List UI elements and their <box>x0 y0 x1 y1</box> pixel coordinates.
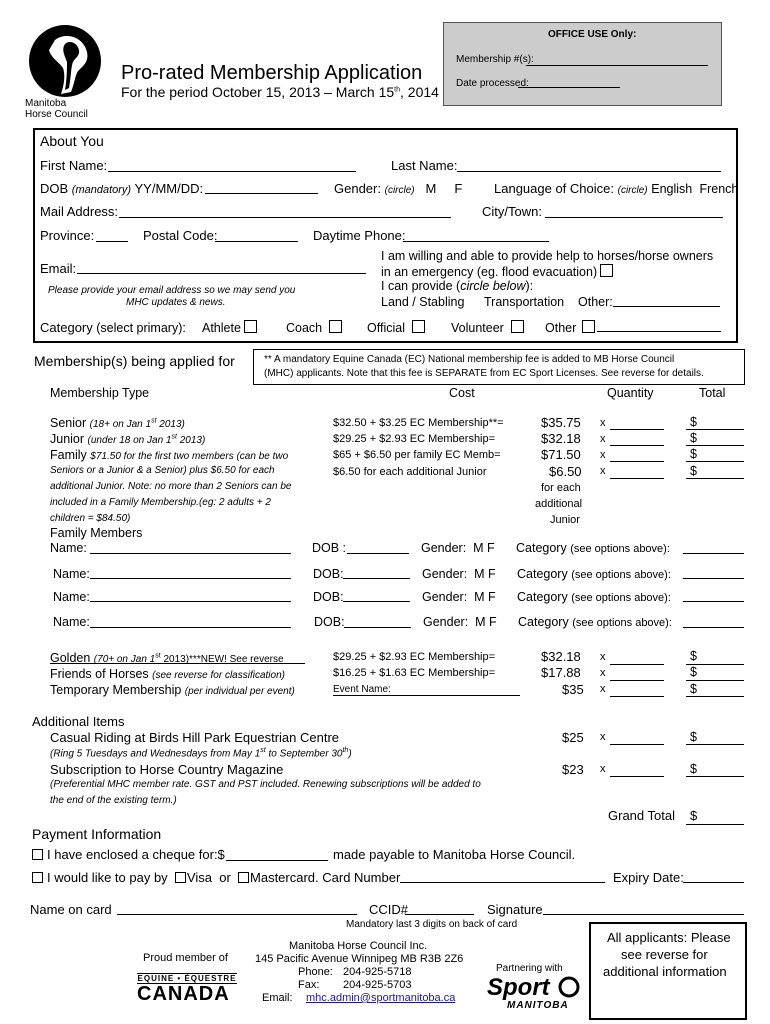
fm4-mf[interactable]: M F <box>475 615 497 629</box>
casual-dollar: $ <box>690 730 697 744</box>
friends-x: x <box>600 667 606 679</box>
col-total: Total <box>699 386 726 400</box>
casual-note-a: (Ring 5 Tuesdays and Wednesdays from May 1 <box>50 748 261 760</box>
casual-label: Casual Riding at Birds Hill Park Equestrian Centre <box>50 730 340 745</box>
addl-qty-field[interactable] <box>610 478 664 479</box>
language-row <box>494 181 738 196</box>
fm4-cat-label: Category <box>518 615 569 629</box>
sub-dollar: $ <box>690 762 697 776</box>
province-field[interactable] <box>96 241 128 242</box>
name-on-card-label: Name on card <box>30 902 112 917</box>
emergency-help-checkbox[interactable] <box>600 264 613 277</box>
name-on-card-field[interactable] <box>117 914 357 915</box>
sub-label: Subscription to Horse Country Magazine <box>50 762 284 777</box>
fm4-name-field[interactable] <box>90 627 291 628</box>
fm1-cat-label: Category <box>516 541 567 555</box>
senior-sup: st <box>151 417 157 425</box>
sub-note-2: the end of the existing term.) <box>50 795 177 806</box>
other-cat-field[interactable] <box>597 331 721 332</box>
senior-label: Senior <box>50 416 87 430</box>
col-cost: Cost <box>449 386 475 400</box>
junior-note-b: 2013) <box>176 435 206 446</box>
membership-heading: Membership(s) being applied for <box>34 353 235 369</box>
fm3-cat-opts: (see options above): <box>571 592 671 604</box>
athlete-option[interactable] <box>202 320 257 335</box>
sub-qty-field[interactable] <box>610 776 664 777</box>
senior-price: $35.75 <box>541 415 581 430</box>
category-label: Category <box>40 320 93 335</box>
event-name-field[interactable] <box>333 695 520 696</box>
addr-2: 145 Pacific Avenue Winnipeg MB R3B 2Z6 <box>255 953 464 965</box>
all-applicants-3: additional information <box>603 964 727 979</box>
family-note-2: Seniors or a Junior & a Senior) plus $6.50 for each <box>50 465 275 476</box>
junior-label: Junior <box>50 432 85 446</box>
cheque-row <box>32 847 225 862</box>
fm2-gender <box>422 567 496 581</box>
addl-cost: $6.50 for each additional Junior <box>333 466 487 478</box>
mastercard-label: Mastercard. Card Number <box>250 870 401 885</box>
email-note-1: Please provide your email address so we may send you <box>48 285 296 296</box>
golden-x: x <box>600 651 606 663</box>
coach-option[interactable] <box>286 320 342 335</box>
all-applicants-1: All applicants: Please <box>607 930 731 945</box>
city-field[interactable] <box>545 217 723 218</box>
golden-note-a: (70+ on Jan 1 <box>93 654 156 665</box>
family-note-5: children = $84.50) <box>50 513 131 524</box>
sub-price: $23 <box>562 762 584 777</box>
ccid-label: CCID# <box>369 902 409 917</box>
grand-total-dollar: $ <box>690 808 698 823</box>
volunteer-label: Volunteer <box>451 321 504 335</box>
casual-sup-st: st <box>260 747 266 754</box>
junior-x: x <box>600 433 606 445</box>
family-price: $71.50 <box>541 447 581 462</box>
or-label: or <box>219 870 231 885</box>
temp-price: $35 <box>562 682 584 697</box>
email-label: Email: <box>40 261 77 276</box>
fm1-cat-opts: (see options above): <box>570 543 670 555</box>
event-name-label: Event Name: <box>333 684 391 695</box>
city-label: City/Town: <box>482 204 542 219</box>
first-name-label: First Name: <box>40 158 108 173</box>
addl-x: x <box>600 465 606 477</box>
family-cost: $65 + $6.50 per family EC Memb= <box>333 449 501 461</box>
casual-note-end: ) <box>348 748 352 760</box>
fm1-cat-field[interactable] <box>683 553 744 554</box>
phone-label: Daytime Phone: <box>313 228 406 243</box>
fm4-cat-opts: (see options above): <box>572 617 672 629</box>
family-label: Family <box>50 448 87 462</box>
senior-total-field[interactable] <box>686 429 744 430</box>
family-note-4: included in a Family Membership.(eg: 2 adults + 2 <box>50 497 271 508</box>
additional-heading: Additional Items <box>32 714 125 729</box>
other-cat-option[interactable] <box>545 320 595 335</box>
category-row-label <box>40 320 186 335</box>
fax-footer-label: Fax: <box>298 979 320 991</box>
office-title: OFFICE USE Only: <box>548 29 637 40</box>
pay-by-label: I would like to pay by <box>47 870 168 885</box>
addr-1: Manitoba Horse Council Inc. <box>289 940 428 952</box>
mail-field[interactable] <box>119 217 451 218</box>
casual-sup-th: th <box>342 747 349 754</box>
gender-label: Gender: <box>334 181 381 196</box>
official-checkbox[interactable] <box>412 320 425 333</box>
coach-label: Coach <box>286 321 323 335</box>
fm2-mf[interactable]: M F <box>474 567 496 581</box>
family-members-label: Family Members <box>50 526 143 540</box>
senior-x: x <box>600 417 606 429</box>
friends-qty-field[interactable] <box>610 680 664 681</box>
for-each-3: Junior <box>550 514 580 526</box>
phone-field[interactable] <box>403 241 549 242</box>
fm3-mf[interactable]: M F <box>474 590 496 604</box>
dob-field[interactable] <box>205 193 318 194</box>
addl-dollar: $ <box>690 464 697 478</box>
sub-x: x <box>600 763 606 775</box>
official-option[interactable] <box>367 320 425 335</box>
fm3-name-label: Name: <box>53 590 90 604</box>
mhc-logo <box>25 22 105 105</box>
postal-label: Postal Code: <box>143 228 218 243</box>
golden-price: $32.18 <box>541 649 581 664</box>
provide-a: I can provide ( <box>381 279 461 293</box>
senior-row <box>50 416 185 430</box>
fm2-cat-opts: (see options above): <box>571 569 671 581</box>
addl-price: $6.50 <box>549 464 582 479</box>
proud-member: Proud member of <box>143 952 228 964</box>
other-help-label: Other: <box>578 295 613 309</box>
junior-total-field[interactable] <box>686 445 744 446</box>
fm2-category <box>517 567 671 581</box>
fm4-gender-label: Gender: <box>423 615 469 629</box>
all-applicants-2: see reverse for <box>621 947 708 962</box>
postal-field[interactable] <box>215 241 298 242</box>
sport-manitoba-swirl-icon <box>558 976 580 998</box>
help-text-2-label: in an emergency (eg. flood evacuation) <box>381 265 598 279</box>
ec-note-1: ** A mandatory Equine Canada (EC) National membership fee is added to MB Horse Council <box>264 354 675 365</box>
coach-checkbox[interactable] <box>329 320 342 333</box>
signature-label: Signature <box>487 902 543 917</box>
temp-note: (per individual per event) <box>184 686 295 697</box>
signature-field[interactable] <box>543 914 744 915</box>
fm2-name-label: Name: <box>53 567 90 581</box>
junior-cost: $29.25 + $2.93 EC Membership= <box>333 433 496 445</box>
dob-mandatory: (mandatory) <box>71 184 132 196</box>
email-footer-label: Email: <box>262 992 293 1004</box>
about-heading: About You <box>40 133 104 149</box>
fm3-dob-field[interactable] <box>343 601 410 602</box>
provide-text <box>381 279 533 293</box>
cheque-checkbox[interactable] <box>32 849 43 860</box>
gender-row <box>334 181 462 196</box>
other-cat-label: Other <box>545 321 577 335</box>
fm1-dob-label: DOB : <box>312 541 347 555</box>
sport-text: Sport <box>487 974 550 1001</box>
cheque-amount-field[interactable] <box>226 860 328 861</box>
other-cat-checkbox[interactable] <box>582 320 595 333</box>
golden-note-b: 2013)***NEW! See reverse <box>160 654 284 665</box>
golden-sup: st <box>155 652 161 660</box>
casual-note <box>50 747 352 759</box>
office-membership-line[interactable] <box>526 65 708 66</box>
golden-dollar: $ <box>690 649 697 663</box>
fm4-category <box>518 615 672 629</box>
mail-label: Mail Address: <box>40 204 119 219</box>
fm3-dob-label: DOB: <box>313 590 344 604</box>
sub-total-field[interactable] <box>686 776 744 777</box>
org-name-line1: Manitoba <box>25 98 67 109</box>
grand-total-field[interactable] <box>686 824 744 825</box>
family-note: $71.50 for the first two members (can be two <box>90 451 289 462</box>
temp-dollar: $ <box>690 682 697 696</box>
family-note-3: additional Junior. Note: no more than 2 Seniors can be <box>50 481 292 492</box>
fm3-gender-label: Gender: <box>422 590 468 604</box>
family-x: x <box>600 449 606 461</box>
fm1-mf[interactable]: M F <box>473 541 495 555</box>
visa-label: Visa <box>186 870 212 885</box>
for-each-2: additional <box>535 498 583 510</box>
dob-label: DOB <box>40 181 69 196</box>
junior-dollar: $ <box>690 431 697 445</box>
fm4-gender <box>423 615 497 629</box>
ccid-field[interactable] <box>405 914 474 915</box>
fm2-name-field[interactable] <box>90 578 291 579</box>
subtitle-sup: th <box>394 86 401 94</box>
fm1-gender-label: Gender: <box>421 541 467 555</box>
col-qty: Quantity <box>607 386 654 400</box>
ec-note-2: (MHC) applicants. Note that this fee is SEPARATE from EC Sport Licenses. See reverse for details. <box>264 368 704 379</box>
last-name-label: Last Name: <box>391 158 458 173</box>
fm3-category <box>517 590 671 604</box>
fm2-cat-field[interactable] <box>683 578 744 579</box>
ec-note-box <box>253 349 745 385</box>
fm2-dob-label: DOB: <box>313 567 344 581</box>
fm2-cat-label: Category <box>517 567 568 581</box>
org-name <box>25 98 88 120</box>
friends-note: (see reverse for classification) <box>152 670 285 681</box>
athlete-label: Athlete <box>202 321 241 335</box>
casual-total-field[interactable] <box>686 744 744 745</box>
senior-note <box>90 419 185 430</box>
ec-small-text: EQUINE • ÉQUESTRE <box>137 974 237 983</box>
page-title: Pro-rated Membership Application <box>121 62 423 84</box>
ec-canada-text: CANADA <box>137 983 230 1005</box>
junior-row <box>50 432 205 446</box>
transport-option[interactable]: Transportation <box>484 295 565 309</box>
senior-dollar: $ <box>690 415 697 429</box>
fm1-name-label: Name: <box>50 541 87 555</box>
mastercard-checkbox[interactable] <box>238 872 249 883</box>
office-date-label: Date processed: <box>456 78 529 89</box>
org-name-line2: Horse Council <box>25 109 88 120</box>
official-label: Official <box>367 321 405 335</box>
partner-label: Partnering with <box>496 963 563 974</box>
col-type: Membership Type <box>50 386 150 400</box>
athlete-checkbox[interactable] <box>244 320 257 333</box>
junior-note <box>88 435 206 446</box>
friends-price: $17.88 <box>541 665 581 680</box>
mandatory-note: Mandatory last 3 digits on back of card <box>346 919 518 930</box>
fm1-dob-field[interactable] <box>347 553 409 554</box>
phone-footer-label: Phone: <box>298 966 333 978</box>
senior-note-a: (18+ on Jan 1 <box>89 419 152 430</box>
temp-qty-field[interactable] <box>610 696 664 697</box>
dob-format: YY/MM/DD: <box>134 181 204 196</box>
friends-cost: $16.25 + $1.63 EC Membership= <box>333 667 496 679</box>
golden-label: Golden <box>50 651 91 665</box>
junior-sup: st <box>171 433 177 441</box>
expiry-field[interactable] <box>683 882 744 883</box>
office-use-box <box>443 22 722 106</box>
fm4-name-label: Name: <box>53 615 90 629</box>
phone-footer: 204-925-5718 <box>343 966 412 978</box>
senior-cost: $32.50 + $3.25 EC Membership**= <box>333 417 504 429</box>
all-applicants-box <box>589 922 747 1020</box>
email-field[interactable] <box>77 273 366 274</box>
golden-underline <box>50 663 305 664</box>
family-qty-field[interactable] <box>610 461 664 462</box>
temp-row <box>50 683 295 697</box>
temp-label: Temporary Membership <box>50 683 182 697</box>
friends-total-field[interactable] <box>686 680 744 681</box>
fm2-dob-field[interactable] <box>343 578 410 579</box>
fm1-gender <box>421 541 495 555</box>
senior-qty-field[interactable] <box>610 429 664 430</box>
gender-circle: (circle) <box>384 185 415 196</box>
junior-qty-field[interactable] <box>610 445 664 446</box>
junior-note-a: (under 18 on Jan 1 <box>87 435 172 446</box>
cheque-label: I have enclosed a cheque for:$ <box>47 847 225 862</box>
provide-end: ): <box>525 279 534 293</box>
last-name-field[interactable] <box>457 171 721 172</box>
fm3-gender <box>422 590 496 604</box>
pay-by-row <box>32 870 400 885</box>
email-note-2: MHC updates & news. <box>126 297 226 308</box>
friends-label: Friends of Horses <box>50 667 149 681</box>
volunteer-option[interactable] <box>451 320 524 335</box>
language-english[interactable]: English <box>651 182 693 196</box>
fm4-cat-field[interactable] <box>683 627 744 628</box>
friends-row <box>50 667 285 681</box>
for-each-1: for each <box>541 482 581 494</box>
fm1-category <box>516 541 670 555</box>
fm3-cat-label: Category <box>517 590 568 604</box>
fm4-dob-label: DOB: <box>314 615 345 629</box>
temp-total-field[interactable] <box>686 696 744 697</box>
gender-f[interactable]: F <box>454 181 463 196</box>
office-membership-label: Membership #(s): <box>456 54 534 65</box>
fm3-cat-field[interactable] <box>683 601 744 602</box>
language-french[interactable]: French <box>699 182 739 196</box>
temp-x: x <box>600 683 606 695</box>
golden-qty-field[interactable] <box>610 664 664 665</box>
sub-note-1: (Preferential MHC member rate. GST and PST included. Renewing subscriptions will be added to <box>50 779 481 790</box>
province-label: Province: <box>40 228 95 243</box>
email-footer-link[interactable]: mhc.admin@sportmanitoba.ca <box>306 992 456 1004</box>
expiry-label: Expiry Date: <box>613 870 684 885</box>
horse-head-logo-icon <box>25 22 105 100</box>
first-name-field[interactable] <box>108 171 356 172</box>
sport-manitoba-logo <box>487 976 569 1011</box>
junior-price: $32.18 <box>541 431 581 446</box>
card-checkbox[interactable] <box>32 872 43 883</box>
grand-total-label: Grand Total <box>608 808 675 823</box>
land-option[interactable]: Land / Stabling <box>381 295 465 309</box>
page-subtitle <box>121 84 439 100</box>
gender-m[interactable]: M <box>425 181 437 196</box>
visa-checkbox[interactable] <box>175 872 186 883</box>
casual-price: $25 <box>562 730 584 745</box>
help-text-2 <box>381 264 613 279</box>
casual-x: x <box>600 731 606 743</box>
senior-note-b: 2013) <box>156 419 185 430</box>
family-total-field[interactable] <box>686 461 744 462</box>
payment-heading: Payment Information <box>32 826 162 842</box>
golden-cost: $29.25 + $2.93 EC Membership= <box>333 651 496 663</box>
language-circle: (circle) <box>617 185 648 196</box>
fm4-dob-field[interactable] <box>344 627 411 628</box>
other-help-field[interactable] <box>613 306 720 307</box>
manitoba-text: MANITOBA <box>507 1000 569 1011</box>
fax-footer: 204-925-5703 <box>343 979 412 991</box>
subtitle-a: For the period October 15, 2013 – March 15 <box>121 84 395 100</box>
provide-it: circle below <box>460 279 526 293</box>
casual-qty-field[interactable] <box>610 744 664 745</box>
card-number-field[interactable] <box>400 882 605 883</box>
addl-total-field[interactable] <box>686 478 744 479</box>
office-date-line[interactable] <box>518 87 620 88</box>
volunteer-checkbox[interactable] <box>511 320 524 333</box>
payable-text: made payable to Manitoba Horse Council. <box>333 847 576 862</box>
fm1-name-field[interactable] <box>90 553 291 554</box>
language-label: Language of Choice: <box>494 181 614 196</box>
fm2-gender-label: Gender: <box>422 567 468 581</box>
select-primary: (select primary): <box>96 321 186 335</box>
subtitle-b: , 2014 <box>400 84 439 100</box>
fm3-name-field[interactable] <box>90 601 291 602</box>
dob-row <box>40 181 203 196</box>
casual-note-mid: to September 30 <box>265 748 343 760</box>
equine-canada-logo <box>137 973 237 1004</box>
friends-dollar: $ <box>690 665 697 679</box>
family-row <box>50 448 288 462</box>
help-text-1: I am willing and able to provide help to horses/horse owners <box>381 249 714 263</box>
family-dollar: $ <box>690 447 697 461</box>
